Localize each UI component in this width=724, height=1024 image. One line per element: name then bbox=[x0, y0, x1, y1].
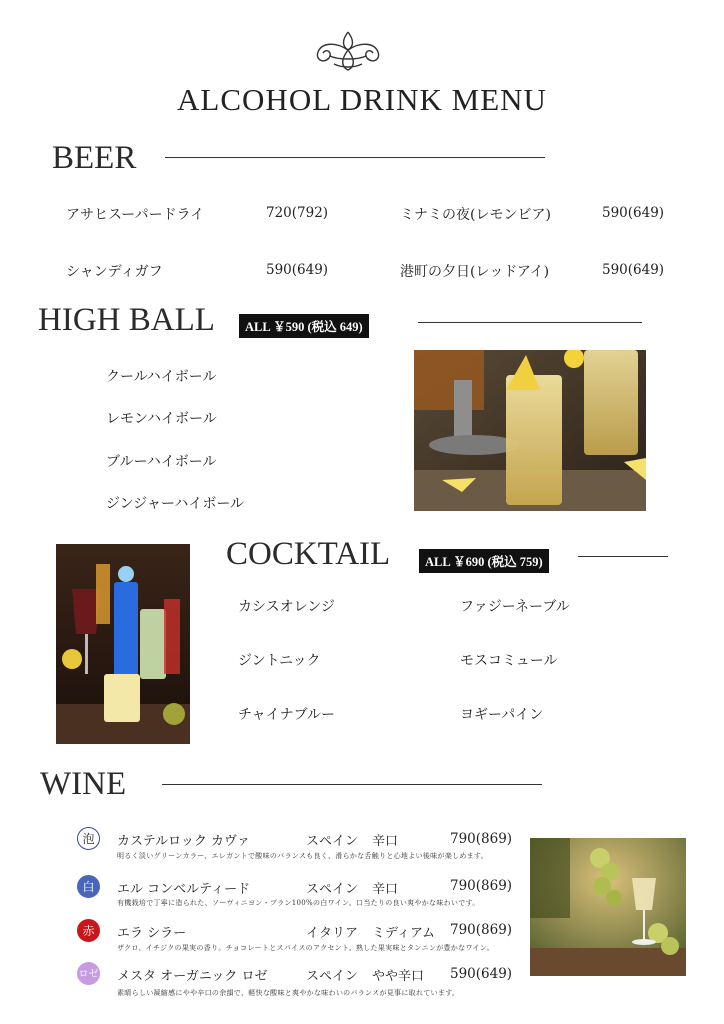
beer-item-name: ミナミの夜(レモンビア) bbox=[400, 207, 551, 223]
beer-item-price: 590(649) bbox=[602, 262, 665, 278]
flourish-ornament-icon bbox=[312, 28, 384, 74]
cocktail-price-tag: ALL ￥690 (税込 759) bbox=[419, 549, 549, 573]
wine-price: 790(869) bbox=[450, 831, 513, 847]
wine-taste: 辛口 bbox=[372, 834, 399, 849]
wine-taste: やや辛口 bbox=[372, 969, 425, 984]
cocktail-item: ファジーネーブル bbox=[460, 599, 570, 615]
wine-photo bbox=[530, 838, 686, 976]
wine-divider bbox=[162, 784, 542, 785]
wine-description: 有機栽培で丁寧に造られた、ソーヴィニヨン・ブラン100%の白ワイン。口当たりの良い爽やかな味わいです。 bbox=[117, 899, 480, 907]
wine-description: 明るく淡いグリーンカラー、エレガントで酸味のバランスも良く、滑らかな舌触りと心地よい後味が楽しめます。 bbox=[117, 852, 488, 860]
beer-item-name: 港町の夕日(レッドアイ) bbox=[400, 264, 550, 280]
sparkling-wine-badge: 泡 bbox=[77, 827, 100, 850]
red-wine-badge: 赤 bbox=[77, 919, 100, 942]
highball-heading: HIGH BALL bbox=[38, 302, 215, 338]
beer-item-price: 590(649) bbox=[602, 205, 665, 221]
cocktail-item: ヨギーパイン bbox=[460, 707, 544, 723]
wine-description: 素晴らしい凝縮感にやや辛口の余韻で、軽快な酸味と爽やかな味わいのバランスが見事に取れています。 bbox=[117, 989, 460, 997]
beer-item-name: アサヒスーパードライ bbox=[66, 207, 205, 223]
cocktail-divider bbox=[578, 556, 668, 557]
cocktail-item: モスコミュール bbox=[460, 653, 558, 669]
highball-item: ブルーハイボール bbox=[106, 454, 217, 470]
cocktail-item: チャイナブルー bbox=[238, 707, 336, 723]
wine-price: 590(649) bbox=[450, 966, 513, 982]
wine-price: 790(869) bbox=[450, 878, 513, 894]
beer-divider bbox=[165, 157, 545, 158]
cocktail-photo bbox=[56, 544, 190, 744]
wine-name: カステルロック カヴァ bbox=[117, 834, 250, 849]
wine-price: 790(869) bbox=[450, 922, 513, 938]
rose-wine-badge: ロゼ bbox=[77, 962, 100, 985]
beer-item-name: シャンディガフ bbox=[66, 264, 163, 280]
highball-item: クールハイボール bbox=[106, 369, 217, 385]
wine-taste: ミディアム bbox=[372, 926, 436, 941]
cocktail-item: カシスオレンジ bbox=[238, 599, 335, 615]
wine-origin: スペイン bbox=[306, 834, 359, 849]
wine-description: ザクロ、イチジクの果実の香り。チョコレートとスパイスのアクセント。熟した果実味とタンニンが豊かなワイン。 bbox=[117, 944, 494, 952]
wine-origin: スペイン bbox=[306, 882, 359, 897]
wine-origin: スペイン bbox=[306, 969, 359, 984]
highball-divider bbox=[418, 322, 642, 323]
wine-name: メスタ オーガニック ロゼ bbox=[117, 969, 268, 984]
wine-origin: イタリア bbox=[306, 926, 359, 941]
highball-price-tag: ALL ￥590 (税込 649) bbox=[239, 314, 369, 338]
highball-photo bbox=[414, 350, 646, 511]
wine-heading: WINE bbox=[40, 766, 127, 802]
wine-name: エル コンベルティード bbox=[117, 882, 251, 897]
beer-heading: BEER bbox=[52, 140, 137, 176]
highball-item: ジンジャーハイボール bbox=[106, 496, 245, 512]
cocktail-item: ジントニック bbox=[238, 653, 321, 669]
cocktail-heading: COCKTAIL bbox=[226, 536, 391, 572]
menu-title: ALCOHOL DRINK MENU bbox=[177, 82, 547, 117]
white-wine-badge: 白 bbox=[77, 875, 100, 898]
wine-name: エラ シラー bbox=[117, 926, 187, 941]
wine-taste: 辛口 bbox=[372, 882, 399, 897]
highball-item: レモンハイボール bbox=[106, 411, 217, 427]
beer-item-price: 720(792) bbox=[266, 205, 329, 221]
beer-item-price: 590(649) bbox=[266, 262, 329, 278]
